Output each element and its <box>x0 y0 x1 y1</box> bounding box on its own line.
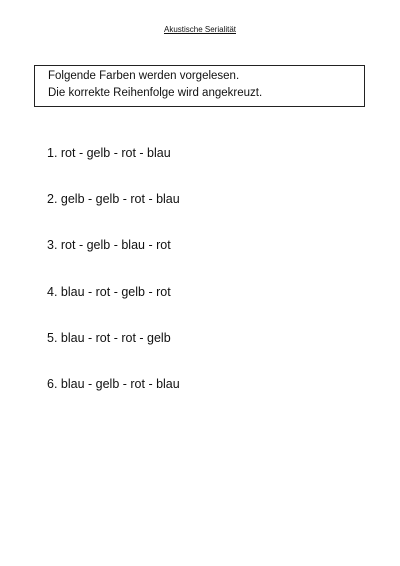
instruction-line-2: Die korrekte Reihenfolge wird angekreuzt. <box>48 87 263 99</box>
sequence-item-2: 2. gelb - gelb - rot - blau <box>47 192 180 206</box>
sequence-item-4: 4. blau - rot - gelb - rot <box>47 285 171 299</box>
instruction-box <box>34 65 365 107</box>
sequence-item-3: 3. rot - gelb - blau - rot <box>47 238 171 252</box>
page-title: Akustische Serialität <box>163 25 237 34</box>
instruction-line-1: Folgende Farben werden vorgelesen. <box>48 70 240 82</box>
sequence-item-1: 1. rot - gelb - rot - blau <box>47 146 171 160</box>
sequence-item-5: 5. blau - rot - rot - gelb <box>47 331 171 345</box>
sequence-item-6: 6. blau - gelb - rot - blau <box>47 377 180 391</box>
